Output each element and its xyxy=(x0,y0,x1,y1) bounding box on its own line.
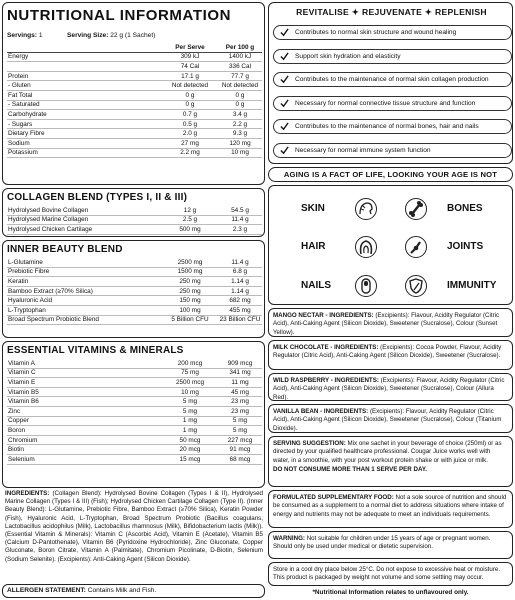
claim-text: Necessary for normal immune system function xyxy=(295,146,431,154)
claim-item xyxy=(273,49,512,64)
benefits-panel xyxy=(268,185,513,305)
vitamin-cell-name: Vitamin C xyxy=(8,369,36,377)
claim-item xyxy=(273,72,512,87)
footnote: *Nutritional Information relates to unflavoured only. xyxy=(312,589,469,596)
flavour-text: (Excipients): Flavour, Acidity Regulator (Citric Acid), Anti-Caking Agent (Silicon Dioxide), Sweetener (Sucralose), Colour (Titanium Dioxide). xyxy=(273,408,502,432)
vitamin-row xyxy=(7,455,262,465)
vitamin-row xyxy=(7,388,262,398)
warning-label: WARNING: xyxy=(273,535,305,542)
nutrition-cell-name: Dietary Fibre xyxy=(8,130,45,138)
nutrition-cell-per-serve: 0.7 g xyxy=(182,110,198,118)
beauty-row xyxy=(7,277,262,287)
nutrition-panel xyxy=(2,2,265,185)
collagen-cell-per-serve: 500 mg xyxy=(179,225,201,233)
serving-size-line xyxy=(67,32,155,39)
vitamin-cell-per-100: 45 mg xyxy=(231,388,249,396)
vitamin-cell-per-serve: 20 mcg xyxy=(179,446,201,454)
benefit-joints: JOINTS xyxy=(447,241,484,252)
collagen-row xyxy=(7,206,262,216)
storage-panel xyxy=(268,562,513,586)
nutrition-cell-per-serve: 0 g xyxy=(185,101,195,109)
aging-text: AGING IS A FACT OF LIFE, LOOKING YOUR AGE IS NOT xyxy=(283,170,498,179)
claim-text: Contributes to the maintenance of normal bones, hair and nails xyxy=(295,123,479,130)
nutrition-cell-per-100: 0 g xyxy=(235,101,245,109)
flavour-name: MANGO NECTAR - INGREDIENTS: xyxy=(273,312,374,319)
claim-item xyxy=(273,143,512,158)
vitamin-row xyxy=(7,378,262,388)
claim-text: Necessary for normal connective tissue structure and function xyxy=(295,99,476,107)
claims-panel xyxy=(268,2,513,164)
nutrition-cell-per-serve: 2.0 g xyxy=(182,130,198,138)
beauty-cell-name: Bamboo Extract (≥70% Silica) xyxy=(8,287,93,295)
beauty-row xyxy=(7,306,262,316)
nutrition-row xyxy=(7,110,262,120)
nutrition-row xyxy=(7,91,262,101)
nutrition-row xyxy=(7,72,262,82)
vitamin-row xyxy=(7,436,262,446)
beauty-cell-per-serve: 100 mg xyxy=(179,306,201,314)
beauty-cell-per-serve: 2500 mg xyxy=(177,258,203,266)
vitamins-title: ESSENTIAL VITAMINS & MINERALS xyxy=(7,345,184,356)
collagen-cell-per-100: 54.5 g xyxy=(231,206,249,214)
nutrition-cell-name: Sodium xyxy=(8,139,30,147)
nutrition-cell-name: Potassium xyxy=(8,149,38,157)
nutrition-row xyxy=(7,81,262,91)
collagen-cell-per-serve: 2.5 g xyxy=(182,216,198,224)
claim-text: Contributes to the maintenance of normal skin collagen production xyxy=(295,76,489,83)
benefit-skin: SKIN xyxy=(301,203,325,214)
nutrition-cell-per-serve: 17.1 g xyxy=(181,72,199,80)
vitamin-row xyxy=(7,369,262,379)
vitamin-row xyxy=(7,359,262,369)
beauty-cell-per-serve: 150 mg xyxy=(179,297,201,305)
servings-line xyxy=(7,32,43,39)
beauty-panel xyxy=(2,240,265,338)
collagen-cell-name: Hydrolysed Marine Collagen xyxy=(8,216,89,224)
nutrition-cell-per-100: 336 Cal xyxy=(228,62,252,70)
allergen-text: Contains Milk and Fish. xyxy=(87,587,157,594)
collagen-cell-name: Hydrolysed Bovine Collagen xyxy=(8,206,89,214)
shield-icon xyxy=(405,275,427,297)
checkmark-icon xyxy=(280,28,289,37)
checkmark-icon xyxy=(280,52,289,61)
formulated-panel xyxy=(268,490,513,528)
vitamin-cell-per-100: 11 mg xyxy=(231,378,249,386)
serving-size-label: Serving Size: xyxy=(67,32,109,39)
servings-value: 1 xyxy=(38,32,43,39)
vitamin-cell-name: Vitamin E xyxy=(8,378,36,386)
vitamin-cell-per-serve: 5 mg xyxy=(182,407,198,415)
claim-item xyxy=(273,96,512,111)
beauty-cell-per-100: 682 mg xyxy=(229,297,251,305)
nutrition-row xyxy=(7,53,262,63)
nutrition-cell-name: - Gluten xyxy=(8,82,31,90)
vitamin-cell-per-100: 5 mg xyxy=(232,426,248,434)
vitamin-cell-per-serve: 75 mg xyxy=(181,369,199,377)
nutrition-row xyxy=(7,62,262,72)
claim-text: Contributes to normal skin structure and wound healing xyxy=(295,29,457,36)
vitamin-cell-per-100: 68 mcg xyxy=(229,455,251,463)
beauty-cell-per-100: 1.14 g xyxy=(231,287,249,295)
flavour-text: (Excipients): Cocoa Powder, Flavour, Acidity Regulator (Citric Acid), Anti-Caking Agent (Silicon Dioxide), Sweetener (Sucralose). xyxy=(273,344,502,360)
serving-text: Mix one sachet in your beverage of choice (250ml) or as directed by your qualified healthcare professional. Cougar Juice works well with water, in a smoothie, with your post workout protein shake or with juice or milk. xyxy=(273,440,502,464)
warning-text: Not suitable for children under 15 years of age or pregnant women. Should only be used under medical or dietetic supervision. xyxy=(273,535,491,551)
nutrition-cell-per-100: 0 g xyxy=(235,91,245,99)
beauty-row xyxy=(7,287,262,297)
vitamin-row xyxy=(7,407,262,417)
nutrition-cell-per-serve: 2.2 mg xyxy=(180,149,200,157)
vitamin-row xyxy=(7,445,262,455)
claim-text: Support skin hydration and elasticity xyxy=(295,52,401,60)
nutrition-cell-name: - Sugars xyxy=(8,120,33,128)
beauty-cell-per-100: 11.4 g xyxy=(231,258,249,266)
vitamin-cell-name: Chromium xyxy=(8,436,38,444)
skin-icon xyxy=(355,198,377,220)
beauty-cell-per-100: 455 mg xyxy=(229,306,251,314)
formulated-label: FORMULATED SUPPLEMENTARY FOOD: xyxy=(273,494,394,501)
vitamin-cell-per-serve: 200 mcg xyxy=(177,359,203,367)
beauty-row xyxy=(7,296,262,306)
beauty-cell-name: Hyaluronic Acid xyxy=(8,297,53,305)
collagen-panel xyxy=(2,188,265,237)
benefit-nails: NAILS xyxy=(301,280,331,291)
vitamin-cell-name: Vitamin B5 xyxy=(8,388,39,396)
beauty-cell-name: Prebiotic Fibre xyxy=(8,268,50,276)
vitamin-cell-name: Selenium xyxy=(8,455,35,463)
beauty-title: INNER BEAUTY BLEND xyxy=(7,244,123,255)
collagen-row xyxy=(7,216,262,226)
joint-icon xyxy=(405,236,427,258)
vitamin-cell-per-100: 23 mg xyxy=(231,398,249,406)
nutrition-cell-name: Carbohydrate xyxy=(8,110,47,118)
nutrition-cell-name: - Saturated xyxy=(8,101,40,109)
beauty-cell-name: Keratin xyxy=(8,277,29,285)
flavour-name: VANILLA BEAN - INGREDIENTS: xyxy=(273,408,369,415)
serving-suggestion-panel xyxy=(268,436,513,487)
nutrition-cell-per-100: 2.2 g xyxy=(232,120,248,128)
nutrition-cell-per-100: 120 mg xyxy=(229,139,251,147)
beauty-table xyxy=(7,258,262,325)
nutrition-cell-name: Protein xyxy=(8,72,29,80)
nutrition-cell-per-100: Not detected xyxy=(221,82,259,90)
ingredients-text: (Collagen Blend): Hydrolysed Bovine Collagen (Types I & II), Hydrolysed Marine Collagen (Types I & III) (Fish); Hydrolysed Chicken Cartilage Collagen (Type II). (Inner Beauty Blend): L-Glutamine, Prebiotic Fibre, Bamboo Extract (≥70% Silica), Keratin Powder (Fish), Hyaluronic Acid, L-Tryptophan, Broad Spectrum Probiotic (Bacillus coagulans, Lactobacillus acidophilus (Milk), Lactobacillus rhamnosus (Milk), Bifidobacterium lactis (Milk)). (Essential Vitamin & Minerals): Vitamin C (Ascorbic Acid), Vitamin E (Acetate), Vitamin B5 (Calcium D-Pantothenate), Vitamin B6 (Pyridoxine Hydrochloride), Zinc Gluconate, Copper Gluconate, Boron Citrate, Vitamin A (Palmitate), Chromium Picolinate, D-Biotin, Selenium (Sodium Selenite). (Excipients): Anti-Caking Agent (Silicon Dioxide). xyxy=(5,490,263,563)
nutrition-table xyxy=(7,43,262,158)
allergen-label: ALLERGEN STATEMENT: xyxy=(7,587,86,594)
nutrition-row xyxy=(7,129,262,139)
allergen-panel xyxy=(2,584,265,598)
vitamin-cell-per-100: 5 mg xyxy=(232,417,248,425)
hair-icon xyxy=(355,236,377,258)
beauty-row xyxy=(7,316,262,326)
vitamins-table xyxy=(7,359,262,465)
beauty-row xyxy=(7,268,262,278)
nutrition-cell-per-serve: 309 kJ xyxy=(180,53,200,61)
vitamin-cell-per-100: 23 mg xyxy=(231,407,249,415)
beauty-cell-name: L-Glutamine xyxy=(8,258,43,266)
nutrition-cell-per-100: 10 mg xyxy=(231,149,249,157)
nutrition-cell-per-serve: 0 g xyxy=(185,91,195,99)
checkmark-icon xyxy=(280,122,289,131)
serving-size-value: 22 g (1 Sachet) xyxy=(110,32,156,39)
flavour-text: (Excipients): Flavour, Acidity Regulator (Citric Acid), Anti-Caking Agent (Silicon Dioxide), Sweetener (Sucralose), Colour (Sunset Yellow). xyxy=(273,312,500,336)
vitamin-row xyxy=(7,417,262,427)
collagen-cell-per-100: 2.3 g xyxy=(232,225,248,233)
tagline: REVITALISE ✦ REJUVENATE ✦ REPLENISH xyxy=(296,7,487,17)
formulated-text: Not a sole source of nutrition and should be consumed as a supplement to a normal diet to address situations where intake of energy and nutrients may not be adequate to meet an individuals requirements. xyxy=(273,494,507,518)
nutrition-row xyxy=(7,149,262,159)
vitamin-cell-per-100: 91 mcg xyxy=(229,446,251,454)
vitamins-panel xyxy=(2,341,265,488)
vitamin-cell-per-100: 341 mg xyxy=(229,369,251,377)
ingredients-block xyxy=(5,490,263,564)
nutrition-cell-name: Fat Total xyxy=(8,91,33,99)
nutrition-title: NUTRITIONAL INFORMATION xyxy=(7,7,232,24)
vitamin-cell-name: Boron xyxy=(8,426,26,434)
vitamin-row xyxy=(7,426,262,436)
flavour-text: (Excipients): Flavour, Acidity Regulator (Citric Acid), Anti-Caking Agent (Silicon Dioxide), Sweetener (Sucralose), Colour (Allura Red). xyxy=(273,377,505,401)
beauty-cell-per-serve: 1500 mg xyxy=(177,268,203,276)
beauty-cell-name: Broad Spectrum Probiotic Blend xyxy=(8,316,99,324)
flavour-name: WILD RASPBERRY - INGREDIENTS: xyxy=(273,377,379,384)
nutrition-cell-name: Energy xyxy=(8,53,29,61)
benefit-bones: BONES xyxy=(447,203,483,214)
nutrition-cell-per-100: 9.3 g xyxy=(232,130,248,138)
collagen-cell-per-100: 11.4 g xyxy=(231,216,249,224)
serving-warning: DO NOT CONSUME MORE THAN 1 SERVE PER DAY. xyxy=(273,465,428,473)
flavour-panel xyxy=(268,373,513,401)
nutrition-cell-per-serve: Not detected xyxy=(171,82,209,90)
storage-text: Store in a cool dry place below 25°C. Do not expose to excessive heat or moisture. This product is packaged by weight not volume and some settling may occur. xyxy=(273,566,501,582)
nutrition-cell-per-100: 3.4 g xyxy=(232,110,248,118)
vitamin-row xyxy=(7,397,262,407)
beauty-cell-per-100: 1.14 g xyxy=(231,277,249,285)
warning-panel xyxy=(268,531,513,559)
vitamin-cell-name: Copper xyxy=(8,417,29,425)
vitamin-cell-name: Vitamin B6 xyxy=(8,398,39,406)
vitamin-cell-per-serve: 10 mg xyxy=(181,388,199,396)
col-per-serve: Per Serve xyxy=(175,43,205,51)
collagen-title: COLLAGEN BLEND (TYPES I, II & III) xyxy=(7,192,188,203)
vitamin-cell-name: Biotin xyxy=(8,446,24,454)
vitamin-cell-per-serve: 2500 mcg xyxy=(175,378,205,386)
beauty-cell-per-100: 23 Billion CFU xyxy=(219,316,261,324)
bone-icon xyxy=(405,198,427,220)
claim-item xyxy=(273,119,512,134)
collagen-cell-per-serve: 12 g xyxy=(183,206,197,214)
vitamin-cell-per-100: 227 mcg xyxy=(227,436,253,444)
claim-item xyxy=(273,25,512,40)
collagen-table xyxy=(7,206,262,235)
checkmark-icon xyxy=(280,146,289,155)
vitamin-cell-name: Zinc xyxy=(8,407,21,415)
vitamin-cell-per-serve: 50 mcg xyxy=(179,436,201,444)
ingredients-label: INGREDIENTS: xyxy=(5,490,50,497)
vitamin-cell-per-serve: 5 mg xyxy=(182,398,198,406)
aging-banner xyxy=(268,167,513,182)
vitamin-cell-per-serve: 1 mg xyxy=(182,426,198,434)
nutrition-cell-per-serve: 0.5 g xyxy=(182,120,198,128)
nutrition-header-row xyxy=(7,43,262,53)
flavour-panel xyxy=(268,340,513,370)
serving-label: SERVING SUGGESTION: xyxy=(273,440,346,447)
vitamin-cell-per-serve: 1 mg xyxy=(182,417,198,425)
beauty-cell-per-serve: 5 Billion CFU xyxy=(171,316,209,324)
nutrition-row xyxy=(7,101,262,111)
flavour-panel xyxy=(268,308,513,337)
benefit-hair: HAIR xyxy=(301,241,326,252)
checkmark-icon xyxy=(280,99,289,108)
nutrition-row xyxy=(7,139,262,149)
beauty-cell-per-serve: 250 mg xyxy=(179,277,201,285)
collagen-row xyxy=(7,225,262,235)
nail-icon xyxy=(355,275,377,297)
servings-label: Servings: xyxy=(7,32,38,39)
benefit-immunity: IMMUNITY xyxy=(447,280,497,291)
beauty-cell-per-100: 6.8 g xyxy=(232,268,248,276)
checkmark-icon xyxy=(280,75,289,84)
nutrition-cell-per-serve: 27 mg xyxy=(181,139,199,147)
nutrition-cell-per-serve: 74 Cal xyxy=(180,62,200,70)
beauty-row xyxy=(7,258,262,268)
vitamin-cell-per-serve: 15 mcg xyxy=(179,455,201,463)
vitamin-cell-name: Vitamin A xyxy=(8,359,35,367)
nutrition-cell-per-100: 77.7 g xyxy=(231,72,249,80)
flavour-panel xyxy=(268,404,513,433)
collagen-cell-name: Hydrolysed Chicken Cartilage xyxy=(8,225,93,233)
col-per-100: Per 100 g xyxy=(225,43,255,51)
beauty-cell-name: L-Tryptophan xyxy=(8,306,46,314)
nutrition-cell-per-100: 1400 kJ xyxy=(228,53,252,61)
flavour-name: MILK CHOCOLATE - INGREDIENTS: xyxy=(273,344,379,351)
vitamin-cell-per-100: 909 mcg xyxy=(227,359,253,367)
beauty-cell-per-serve: 250 mg xyxy=(179,287,201,295)
nutrition-row xyxy=(7,120,262,130)
